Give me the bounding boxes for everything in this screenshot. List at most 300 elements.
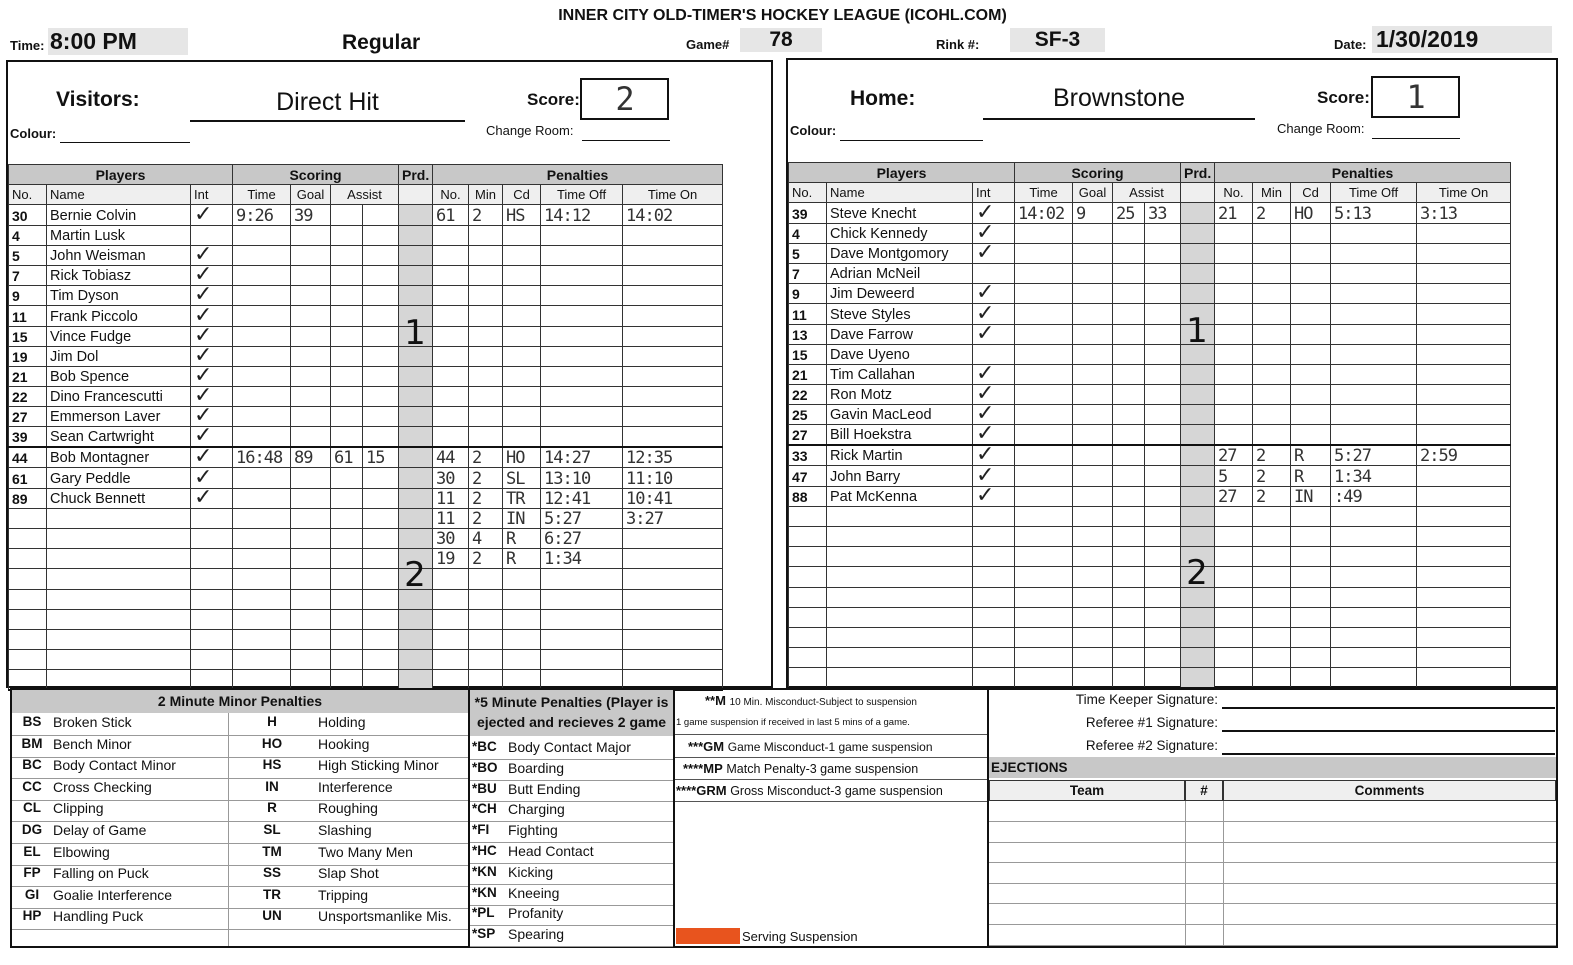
visitors-period-1: 1 [404,313,426,354]
check-icon: ✓ [194,322,213,348]
check-icon: ✓ [194,342,213,368]
visitors-scoring-time: 16:48 [236,448,283,469]
visitors-col-time-on: Time On [623,185,723,205]
visitors-row [9,447,723,468]
visitors-row [9,589,723,609]
home-row [789,425,1511,446]
home-player-number[interactable]: 21 [789,364,827,384]
visitors-penalty-min: 2 [472,468,482,489]
check-icon: ✓ [194,282,213,308]
home-col-prd [1181,183,1215,203]
home-row [789,385,1511,405]
home-row [789,547,1511,567]
visitors-player-name[interactable]: Bob Montagner [47,447,191,468]
home-room-label: Change Room: [1277,121,1365,136]
visitors-col-cd: Cd [503,185,541,205]
league-title: INNER CITY OLD-TIMER'S HOCKEY LEAGUE (ICOHL.COM) [558,7,1007,24]
time-value: 8:00 PM [48,28,188,55]
visitors-penalty-cd: SL [506,468,525,489]
home-prd-header: Prd. [1181,163,1215,183]
minor-code: DG [21,822,43,837]
visitors-penalty-no: 30 [436,468,455,489]
visitors-player-name[interactable]: Vince Fudge [47,326,191,346]
visitors-player-name[interactable]: Martin Lusk [47,225,191,245]
check-icon: ✓ [976,320,995,346]
major-name: Profanity [508,905,564,922]
visitors-penalty-min: 4 [472,529,482,550]
ejection-row[interactable] [989,904,1556,925]
major-name: Butt Ending [508,780,581,797]
home-player-name[interactable]: Adrian McNeil [827,263,973,283]
check-icon: ✓ [194,403,213,429]
major-title [470,690,673,736]
home-penalty-off: 5:13 [1334,203,1371,224]
home-penalty-off: 1:34 [1334,466,1371,487]
home-row [789,223,1511,243]
visitors-col-assist: Assist [331,185,399,205]
visitors-player-number[interactable]: 39 [9,427,47,448]
visitors-penalty-min: 2 [472,448,482,469]
home-player-name[interactable]: Ron Motz [827,385,973,405]
date-value: 1/30/2019 [1372,26,1552,53]
major-name: Charging [508,801,565,818]
visitors-player-number[interactable]: 5 [9,245,47,265]
major-title-line-2: ejected and recieves 2 game [476,714,667,730]
visitors-room-label: Change Room: [486,123,574,138]
home-penalty-cd: R [1294,466,1304,487]
home-penalty-on: 2:59 [1420,446,1457,467]
home-scoring-a2: 33 [1148,203,1167,224]
visitors-player-name[interactable]: John Weisman [47,245,191,265]
home-penalty-cd: R [1294,446,1304,467]
minor-code: CL [23,800,41,816]
visitors-row [9,650,723,670]
home-player-number[interactable]: 25 [789,405,827,425]
visitors-col-name: Name [47,185,191,205]
visitors-penalty-no: 44 [436,448,455,469]
check-icon: ✓ [976,401,995,427]
home-player-name[interactable]: John Barry [827,466,973,486]
home-player-name[interactable]: Chick Kennedy [827,223,973,243]
minor-name: Unsportsmanlike Mis. [318,908,452,925]
home-row [789,567,1511,587]
minor-name: Body Contact Minor [53,757,176,774]
minor-code: HS [262,757,282,773]
visitors-penalty-cd: R [506,549,516,570]
visitors-player-name[interactable]: Emmerson Laver [47,407,191,427]
visitors-row [9,427,723,448]
visitors-score-label: Score: [527,90,580,109]
visitors-player-number[interactable]: 21 [9,366,47,386]
visitors-row [9,326,723,346]
visitors-col-time-off: Time Off [541,185,623,205]
visitors-player-name[interactable]: Bob Spence [47,366,191,386]
misconduct-grm-text: Gross Misconduct-3 game suspension [730,784,943,798]
check-icon: ✓ [194,464,213,490]
home-row [789,486,1511,506]
home-player-name[interactable]: Jim Deweerd [827,284,973,304]
visitors-row [9,306,723,326]
visitors-penalty-no: 30 [436,529,455,550]
home-penalty-no: 27 [1218,486,1237,507]
home-player-number[interactable]: 27 [789,425,827,446]
check-icon: ✓ [976,300,995,326]
visitors-penalty-on: 14:02 [626,205,673,226]
check-icon: ✓ [194,423,213,449]
visitors-player-name[interactable]: Bernie Colvin [47,205,191,225]
visitors-row [9,609,723,629]
visitors-penalty-off: 6:27 [544,529,581,550]
home-player-number[interactable]: 13 [789,324,827,344]
home-player-number[interactable]: 9 [789,284,827,304]
home-row [789,324,1511,344]
minor-code: HP [22,908,42,924]
visitors-penalty-off: 5:27 [544,509,581,529]
minor-name: Goalie Interference [53,886,173,903]
home-penalty-off: 5:27 [1334,446,1371,467]
major-code: *BU [472,780,497,796]
minor-title: 2 Minute Minor Penalties [12,690,468,713]
home-player-name[interactable]: Pat McKenna [827,486,973,506]
major-code: *SP [472,926,496,942]
major-name: Boarding [508,759,565,776]
misconduct-m-text: 10 Min. Misconduct-Subject to suspension [729,697,917,708]
visitors-player-number[interactable]: 22 [9,387,47,407]
visitors-player-number[interactable]: 19 [9,346,47,366]
visitors-table [8,164,723,691]
home-label: Home: [850,87,916,110]
visitors-penalty-off: 13:10 [544,468,591,489]
home-player-name[interactable]: Dave Farrow [827,324,973,344]
home-player-name[interactable]: Steve Knecht [827,203,973,223]
major-code: *CH [472,801,497,817]
home-player-number[interactable]: 7 [789,263,827,283]
home-row [789,304,1511,324]
ejection-row[interactable] [989,863,1556,884]
home-player-name[interactable]: Dave Montgomory [827,243,973,263]
home-player-name[interactable]: Rick Martin [827,445,973,466]
home-penalty-on: 3:13 [1420,203,1457,224]
home-penalty-no: 27 [1218,446,1237,467]
visitors-penalty-no: 11 [436,509,455,529]
major-code: *KN [472,884,497,900]
visitors-col-goal: Goal [291,185,331,205]
home-score-box [1371,76,1460,118]
visitors-penalty-off: 14:27 [544,448,591,469]
home-penalty-cd: HO [1294,203,1313,224]
visitors-row [9,629,723,649]
visitors-player-number[interactable]: 7 [9,265,47,285]
visitors-player-name[interactable]: Chuck Bennett [47,488,191,508]
home-row [789,607,1511,627]
visitors-penalty-no: 61 [436,205,455,226]
home-row [789,506,1511,526]
visitors-row [9,508,723,528]
rink-value: SF-3 [1010,28,1105,52]
minor-name: Slap Shot [318,865,379,882]
game-type: Regular [342,31,421,54]
home-row [789,344,1511,364]
home-row [789,263,1511,283]
check-icon: ✓ [976,239,995,265]
ejection-row[interactable] [989,801,1556,822]
ejection-row[interactable] [989,842,1556,863]
check-icon: ✓ [194,241,213,267]
minor-code: SS [262,865,281,881]
home-col-min: Min [1253,183,1291,203]
check-icon: ✓ [976,280,995,306]
visitors-penalty-min: 2 [472,509,482,529]
visitors-row [9,265,723,285]
minor-code: SL [263,822,281,837]
visitors-player-number[interactable]: 30 [9,205,47,225]
game-label: Game# [686,37,730,52]
home-row [789,627,1511,647]
misconduct-gm-code: ***GM [688,739,725,754]
date-label: Date: [1334,37,1367,52]
minor-code: R [267,800,277,816]
visitors-penalty-cd: R [506,529,516,550]
visitors-penalty-off: 12:41 [544,488,591,509]
major-name: Spearing [508,926,565,943]
ejection-row[interactable] [989,883,1556,904]
home-penalty-off: :49 [1334,486,1362,507]
home-penalty-min: 2 [1256,466,1266,487]
serving-suspension-swatch [676,928,740,944]
visitors-penalties-header: Penalties [433,165,723,185]
home-row [789,445,1511,466]
check-icon: ✓ [194,201,213,227]
major-name: Head Contact [508,843,594,859]
home-col-assist: Assist [1113,183,1181,203]
home-player-number[interactable]: 15 [789,344,827,364]
visitors-period-2: 2 [404,555,426,596]
visitors-penalty-no: 11 [436,488,455,509]
home-penalty-min: 2 [1256,446,1266,467]
visitors-player-name[interactable]: Frank Piccolo [47,306,191,326]
game-value: 78 [740,28,822,52]
visitors-penalty-cd: IN [506,509,525,529]
misconduct-m [705,693,917,708]
home-col-goal: Goal [1073,183,1113,203]
visitors-col-pen-no: No. [433,185,469,205]
visitors-score-box [580,78,669,120]
home-table [788,162,1511,689]
home-row [789,668,1511,688]
minor-name: Interference [318,778,393,795]
visitors-scoring-a2: 15 [366,448,385,469]
ref1-signature-line[interactable] [1222,730,1555,732]
minor-name: Tripping [318,886,369,903]
visitors-scoring-goal: 39 [294,205,313,226]
visitors-player-number[interactable]: 27 [9,407,47,427]
home-player-number[interactable]: 39 [789,203,827,223]
minor-code: H [267,714,277,729]
home-col-cd: Cd [1291,183,1331,203]
visitors-player-name[interactable]: Dino Francescutti [47,387,191,407]
misconduct-grm [676,783,943,798]
ejections-num-header: # [1185,780,1223,801]
visitors-row [9,346,723,366]
home-row [789,243,1511,263]
major-name: Fighting [508,822,558,839]
home-player-number[interactable]: 88 [789,486,827,506]
visitors-players-header: Players [9,165,233,185]
minor-code: IN [265,778,279,794]
home-player-number[interactable]: 4 [789,223,827,243]
major-name: Body Contact Major [508,739,631,755]
visitors-player-number[interactable]: 11 [9,306,47,326]
visitors-row [9,670,723,690]
home-player-number[interactable]: 22 [789,385,827,405]
visitors-row [9,468,723,488]
ref2-signature-label: Referee #2 Signature: [1085,738,1218,753]
check-icon: ✓ [976,199,995,225]
major-code: *PL [472,905,495,921]
visitors-penalty-min: 2 [472,549,482,570]
visitors-penalty-on: 11:10 [626,468,673,489]
time-label: Time: [10,38,45,53]
minor-code: FP [23,865,41,881]
ejections-team-header: Team [989,780,1185,801]
visitors-player-number[interactable]: 15 [9,326,47,346]
visitors-penalty-off: 14:12 [544,205,591,226]
visitors-row [9,205,723,225]
visitors-penalty-on: 3:27 [626,509,663,529]
home-col-int: Int [973,183,1015,203]
visitors-row [9,286,723,306]
home-player-name[interactable]: Dave Uyeno [827,344,973,364]
home-scoring-a1: 25 [1116,203,1135,224]
check-icon: ✓ [976,219,995,245]
visitors-col-time: Time [233,185,291,205]
visitors-row [9,569,723,589]
check-icon: ✓ [976,462,995,488]
visitors-player-name[interactable]: Sean Cartwright [47,427,191,448]
visitors-row [9,245,723,265]
misconduct-gm [688,739,933,754]
ref1-signature-label: Referee #1 Signature: [1085,715,1218,730]
visitors-scoring-time: 9:26 [236,205,273,226]
ejection-row[interactable] [989,822,1556,843]
home-row [789,648,1511,668]
visitors-scoring-header: Scoring [233,165,399,185]
ejections-comments-header: Comments [1223,780,1556,801]
visitors-col-no: No. [9,185,47,205]
home-col-time-off: Time Off [1331,183,1417,203]
visitors-player-number[interactable]: 61 [9,468,47,488]
visitors-penalty-off: 1:34 [544,549,581,570]
home-player-name[interactable]: Tim Callahan [827,364,973,384]
check-icon: ✓ [194,262,213,288]
ejections-title: EJECTIONS [989,757,1556,778]
visitors-player-name[interactable]: Gary Peddle [47,468,191,488]
home-player-name[interactable]: Bill Hoekstra [827,425,973,446]
home-player-number[interactable]: 47 [789,466,827,486]
home-period-2: 2 [1186,553,1208,594]
minor-name: Broken Stick [53,714,132,730]
misconduct-m-note: 1 game suspension if received in last 5 mins of a game. [676,717,910,728]
minor-code: TM [262,843,282,859]
check-icon: ✓ [976,442,995,468]
visitors-player-name[interactable]: Jim Dol [47,346,191,366]
home-col-time: Time [1015,183,1073,203]
misconduct-mp-code: ****MP [683,761,723,776]
misconduct-grm-code: ****GRM [676,783,727,798]
visitors-scoring-goal: 89 [294,448,313,469]
minor-name: Delay of Game [53,822,147,838]
visitors-penalty-cd: TR [506,488,525,509]
home-row [789,587,1511,607]
visitors-player-number[interactable]: 89 [9,488,47,508]
misconduct-gm-text: Game Misconduct-1 game suspension [727,740,933,754]
ejection-row[interactable] [989,925,1556,946]
check-icon: ✓ [976,381,995,407]
visitors-player-number[interactable]: 44 [9,447,47,468]
home-col-name: Name [827,183,973,203]
home-scoring-time: 14:02 [1018,203,1065,224]
check-icon: ✓ [194,302,213,328]
minor-name: High Sticking Minor [318,757,439,774]
major-name: Kicking [508,863,554,880]
home-penalty-no: 21 [1218,203,1237,224]
minor-code: CC [22,778,42,794]
home-player-number[interactable]: 11 [789,304,827,324]
visitors-penalty-no: 19 [436,549,455,570]
visitors-player-number[interactable]: 4 [9,225,47,245]
timekeeper-signature-label: Time Keeper Signature: [1075,692,1218,707]
minor-code: EL [23,843,41,859]
minor-name: Holding [318,714,366,730]
home-player-name[interactable]: Steve Styles [827,304,973,324]
home-penalty-no: 5 [1218,466,1228,487]
timekeeper-signature-line[interactable] [1222,707,1555,709]
home-penalty-min: 2 [1256,203,1266,224]
check-icon: ✓ [976,421,995,447]
minor-name: Falling on Puck [53,865,149,882]
visitors-player-number[interactable]: 9 [9,286,47,306]
home-player-number[interactable]: 5 [789,243,827,263]
minor-code: BC [22,757,42,773]
home-penalty-cd: IN [1294,486,1313,507]
home-player-number[interactable]: 33 [789,445,827,466]
misconduct-m-code: **M [705,693,726,708]
visitors-prd-header: Prd. [399,165,433,185]
visitors-row [9,488,723,508]
home-player-name[interactable]: Gavin MacLeod [827,405,973,425]
home-score-label: Score: [1317,88,1370,107]
home-period-1: 1 [1186,311,1208,352]
visitors-row [9,407,723,427]
minor-name: Slashing [318,822,372,838]
minor-name: Clipping [53,800,104,817]
visitors-row [9,366,723,386]
visitors-penalty-cd: HO [506,448,525,469]
minor-name: Hooking [318,735,370,752]
ref2-signature-line[interactable] [1222,753,1555,755]
home-col-time-on: Time On [1417,183,1511,203]
visitors-row [9,529,723,549]
visitors-scoring-a1: 61 [334,448,353,469]
minor-code: GI [24,886,40,902]
rink-label: Rink #: [936,37,980,52]
visitors-player-name[interactable]: Rick Tobiasz [47,265,191,285]
check-icon: ✓ [976,361,995,387]
visitors-col-min: Min [469,185,503,205]
visitors-player-name[interactable]: Tim Dyson [47,286,191,306]
visitors-row [9,387,723,407]
minor-code: TR [263,886,281,902]
